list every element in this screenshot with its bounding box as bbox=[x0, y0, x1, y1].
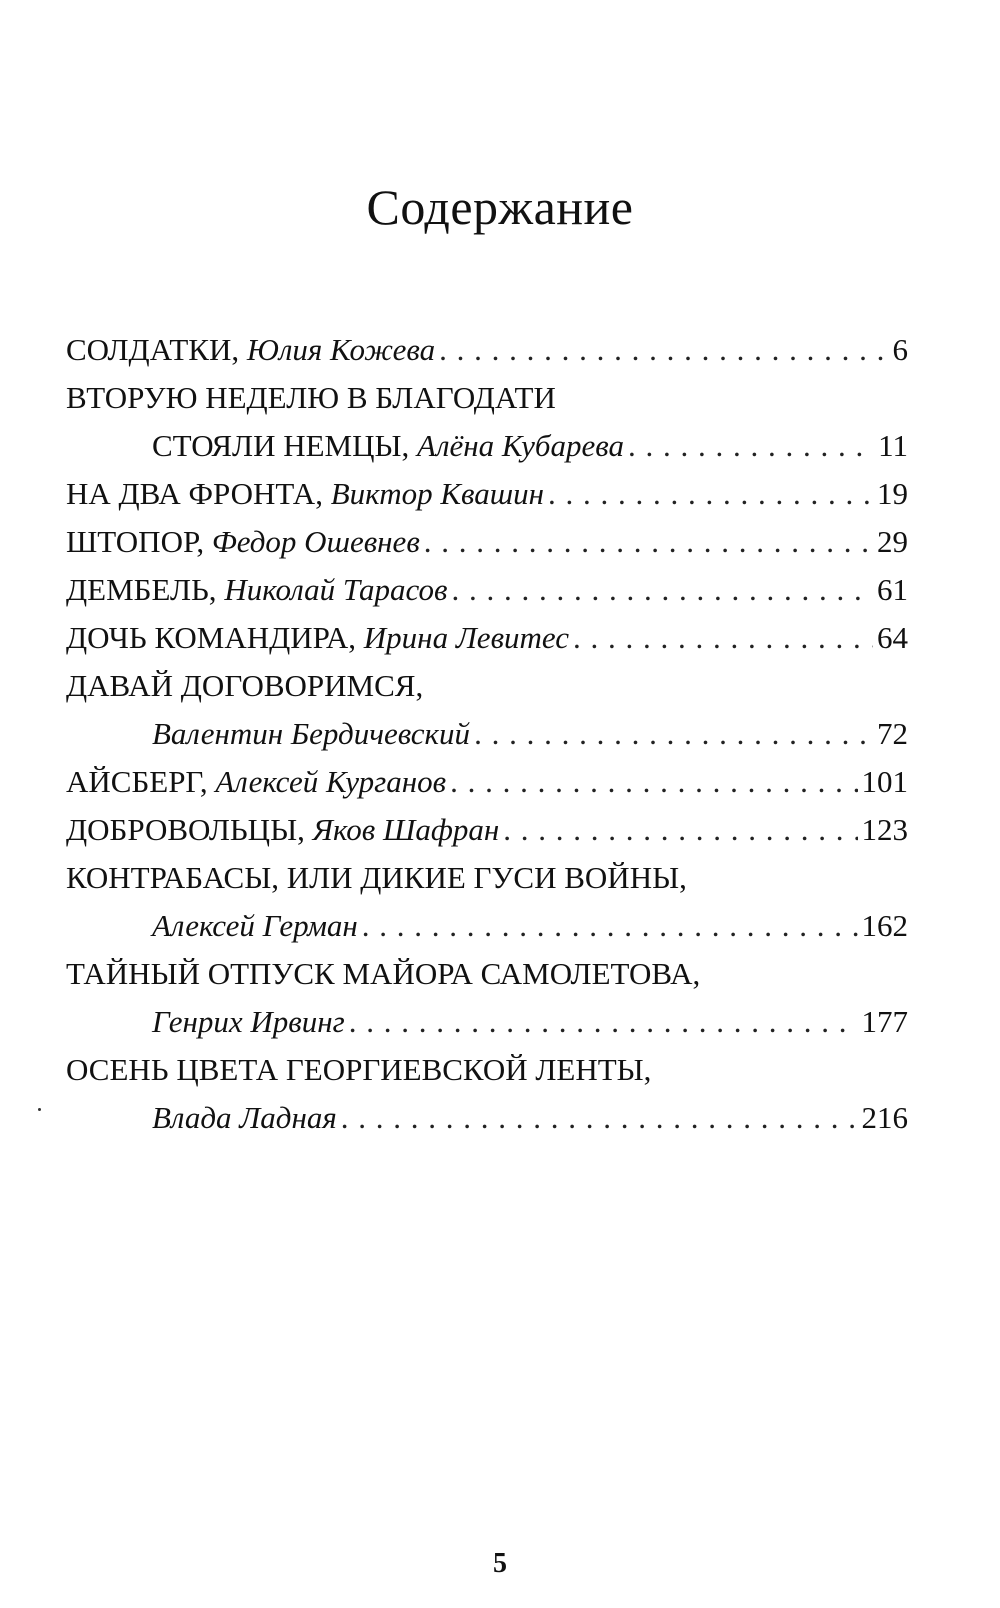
table-of-contents bbox=[66, 326, 908, 1142]
entry-title: ДОЧЬ КОМАНДИРА, bbox=[66, 620, 357, 655]
toc-entry bbox=[66, 806, 908, 854]
leader-dots bbox=[451, 566, 873, 614]
leader-dots bbox=[628, 422, 874, 470]
leader-dots bbox=[503, 806, 857, 854]
entry-page: 216 bbox=[861, 1100, 908, 1135]
leader-dots bbox=[450, 758, 857, 806]
entry-page: 6 bbox=[892, 332, 908, 367]
entry-title-continued: СТОЯЛИ НЕМЦЫ, bbox=[152, 428, 410, 463]
page-title: Содержание bbox=[366, 179, 634, 235]
leader-dots bbox=[424, 518, 873, 566]
print-speck bbox=[38, 1108, 41, 1111]
entry-title: ТАЙНЫЙ ОТПУСК МАЙОРА САМОЛЕТОВА, bbox=[66, 956, 701, 991]
entry-title: ШТОПОР, bbox=[66, 524, 205, 559]
entry-author: Алексей Герман bbox=[152, 908, 358, 943]
entry-author: Николай Тарасов bbox=[224, 572, 448, 607]
entry-page: 101 bbox=[861, 764, 908, 799]
leader-dots bbox=[349, 998, 858, 1046]
toc-entry-line1 bbox=[66, 854, 908, 902]
entry-author: Алексей Курганов bbox=[215, 764, 447, 799]
toc-entry-line2 bbox=[66, 1094, 908, 1142]
toc-entry-line1 bbox=[66, 374, 908, 422]
toc-entry bbox=[66, 614, 908, 662]
entry-page: 177 bbox=[861, 1004, 908, 1039]
toc-entry bbox=[66, 758, 908, 806]
entry-page: 162 bbox=[861, 908, 908, 943]
entry-page: 19 bbox=[877, 476, 908, 511]
entry-author: Яков Шафран bbox=[312, 812, 500, 847]
entry-page: 123 bbox=[861, 812, 908, 847]
entry-title: ДАВАЙ ДОГОВОРИМСЯ, bbox=[66, 668, 424, 703]
entry-title: СОЛДАТКИ, bbox=[66, 332, 240, 367]
toc-entry-line2 bbox=[66, 998, 908, 1046]
entry-title: КОНТРАБАСЫ, ИЛИ ДИКИЕ ГУСИ ВОЙНЫ, bbox=[66, 860, 687, 895]
entry-author: Валентин Бердичевский bbox=[152, 716, 471, 751]
entry-author: Алёна Кубарева bbox=[417, 428, 624, 463]
entry-page: 29 bbox=[877, 524, 908, 559]
toc-entry-line1 bbox=[66, 662, 908, 710]
toc-entry-line2 bbox=[66, 902, 908, 950]
entry-page: 11 bbox=[878, 428, 908, 463]
entry-title: ДОБРОВОЛЬЦЫ, bbox=[66, 812, 305, 847]
leader-dots bbox=[439, 326, 888, 374]
entry-title: ВТОРУЮ НЕДЕЛЮ В БЛАГОДАТИ bbox=[66, 380, 556, 415]
entry-page: 72 bbox=[877, 716, 908, 751]
toc-entry-line1 bbox=[66, 1046, 908, 1094]
entry-author: Ирина Левитес bbox=[363, 620, 570, 655]
entry-title: ОСЕНЬ ЦВЕТА ГЕОРГИЕВСКОЙ ЛЕНТЫ, bbox=[66, 1052, 652, 1087]
toc-entry bbox=[66, 326, 908, 374]
entry-author: Влада Ладная bbox=[152, 1100, 337, 1135]
entry-page: 64 bbox=[877, 620, 908, 655]
toc-entry-line1 bbox=[66, 950, 908, 998]
leader-dots bbox=[341, 1094, 858, 1142]
entry-author: Виктор Квашин bbox=[330, 476, 544, 511]
toc-entry bbox=[66, 566, 908, 614]
entry-title: НА ДВА ФРОНТА, bbox=[66, 476, 323, 511]
entry-title: АЙСБЕРГ, bbox=[66, 764, 208, 799]
leader-dots bbox=[362, 902, 858, 950]
toc-entry bbox=[66, 518, 908, 566]
toc-entry-line2 bbox=[66, 710, 908, 758]
entry-author: Генрих Ирвинг bbox=[152, 1004, 345, 1039]
toc-entry bbox=[66, 470, 908, 518]
toc-entry-line2 bbox=[66, 422, 908, 470]
leader-dots bbox=[548, 470, 873, 518]
entry-page: 61 bbox=[877, 572, 908, 607]
entry-title: ДЕМБЕЛЬ, bbox=[66, 572, 217, 607]
leader-dots bbox=[573, 614, 873, 662]
page-number: 5 bbox=[493, 1548, 507, 1579]
leader-dots bbox=[474, 710, 873, 758]
entry-author: Юлия Кожева bbox=[246, 332, 436, 367]
entry-author: Федор Ошевнев bbox=[211, 524, 420, 559]
